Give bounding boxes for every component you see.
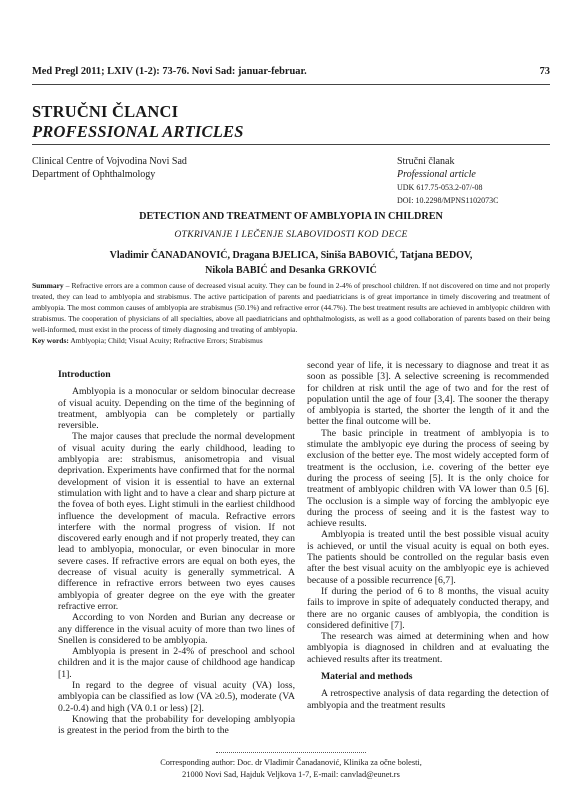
- right-paragraph-2: The basic principle in treatment of amblyopia is to stimulate the amblyopic eye during the process of seeing by exclusion of the better eye. The most widely accepted form of treatment is the occlusion, i.e. covering of the better eye during the process of seeing [5]. It is the only choice for treatment of amblyopic children with VA lower than 0.5 [6]. The occlusion is a simple way of forcing the amblyopic eye during the process of seeing and it is the fastest way to achieve results.: [307, 427, 549, 530]
- methods-paragraph-1: A retrospective analysis of data regarding the detection of amblyopia and the treatment results: [307, 688, 549, 711]
- footnote-rule: [216, 752, 366, 753]
- article-title: DETECTION AND TREATMENT OF AMBLYOPIA IN CHILDREN: [139, 211, 443, 222]
- summary: [32, 281, 550, 346]
- authors-line-2: Nikola BABIĆ and Desanka GRKOVIĆ: [205, 265, 377, 276]
- methods-heading: Material and methods: [321, 671, 413, 683]
- section-title-english: PROFESSIONAL ARTICLES: [32, 122, 244, 141]
- footnote-line-1: Corresponding author: Doc. dr Vladimir Čanadanović, Klinika za očne bolesti,: [160, 758, 422, 767]
- doi: DOI: 10.2298/MPNS1102073C: [397, 196, 499, 205]
- right-paragraph-3: Amblyopia is treated until the best possible visual acuity is achieved, or until the visual acuity is equal on both eyes. The patients should be controlled on the regular basis even after the best visual acuity on the amblyopic eye is achieved because of a possible recurrence [6,7].: [307, 529, 549, 586]
- footnote: [32, 757, 550, 780]
- article-type-serbian: Stručni članak: [397, 156, 455, 167]
- intro-paragraph-6: Knowing that the probability for developing amblyopia is greatest in the period from the birth to the: [58, 713, 295, 737]
- intro-paragraph-4: Amblyopia is present in 2-4% of preschool and school children and it is the major cause of childhood age handicap [1].: [58, 646, 295, 680]
- section-rule: [32, 144, 550, 145]
- article-type-block: [397, 155, 499, 207]
- journal-citation: Med Pregl 2011; LXIV (1-2): 73-76. Novi Sad: januar-februar.: [32, 66, 307, 77]
- left-column: [58, 369, 295, 737]
- section-title-serbian: STRUČNI ČLANCI: [32, 102, 179, 121]
- introduction-heading: Introduction: [58, 369, 111, 380]
- right-column: [307, 360, 549, 711]
- footnote-line-2: 21000 Novi Sad, Hajduk Veljkova 1-7, E-mail: canvlad@eunet.rs: [182, 769, 400, 779]
- article-type-english: Professional article: [397, 169, 476, 180]
- article-subtitle: OTKRIVANJE I LEČENJE SLABOVIDOSTI KOD DECE: [174, 229, 408, 240]
- right-paragraph-1: second year of life, it is necessary to diagnose and treat it as soon as possible [3]. A selective screening is recommended for children at risk until the age of two and for the rest of population until the age of four [3,4]. The sooner the therapy of amblyopia is started, the shorter the length of it and the better the final outcome will be.: [307, 360, 549, 428]
- affiliation-department: Department of Ophthalmology: [32, 169, 156, 180]
- intro-paragraph-3: According to von Norden and Burian any decrease or any difference in the visual acuity of more than two lines of Snellen is considered to be amblyopia.: [58, 612, 295, 646]
- udk-code: UDK 617.75-053.2-07/-08: [397, 183, 483, 192]
- affiliation: [32, 155, 187, 181]
- author-list: [60, 248, 522, 278]
- summary-label: Summary: [32, 281, 64, 290]
- header-rule: [32, 84, 550, 85]
- right-paragraph-4: If during the period of 6 to 8 months, the visual acuity fails to improve in spite of adequately conducted therapy, and there are no organic causes of amblyopia, the condition is considered definitive [7].: [307, 585, 549, 631]
- affiliation-institution: Clinical Centre of Vojvodina Novi Sad: [32, 156, 187, 167]
- intro-paragraph-5: In regard to the degree of visual acuity (VA) loss, amblyopia can be classified as low (VA ≥0.5), moderate (VA 0.2-0.4) and high (VA 0.1 or less) [2].: [58, 680, 295, 714]
- intro-paragraph-1: Amblyopia is a monocular or seldom binocular decrease of visual acuity. Depending on the time of the beginning of treatment, amblyopia can be completely or partially reversible.: [58, 386, 295, 432]
- running-header: [32, 66, 550, 77]
- summary-text: – Refractive errors are a common cause of decreased visual acuity. They can be found in 2-4% of preschool children. If not discovered on time and not properly treated, they can lead to amblyopia and strabismus. The active participation of parents and paediatricians is of great importance in timely discovering and treatment of amblyopia. The most common causes of amblyopia are strabismus (50.1%) and refractive error (44.7%). The best treatment results are achieved in amblyopic children with strabismus. The cooperation of physicians of all specialties, above all paediatricians and ophthalmologists, as well as a good collaboration of parents based on their being well-informed, must exist in the process of timely diagnosing and treating of amblyopia.: [32, 281, 550, 334]
- page-number: 73: [539, 66, 550, 77]
- authors-line-1: Vladimir ČANADANOVIĆ, Dragana BJELICA, Siniša BABOVIĆ, Tatjana BEDOV,: [109, 250, 473, 261]
- keywords-label: Key words:: [32, 335, 69, 345]
- keywords-text: Amblyopia; Child; Visual Acuity; Refractive Errors; Strabismus: [68, 335, 263, 345]
- right-paragraph-5: The research was aimed at determining when and how amblyopia is diagnosed in children and at evaluating the achieved results after its treatment.: [307, 631, 549, 665]
- intro-paragraph-2: The major causes that preclude the normal development of visual acuity during the early childhood, leading to amblyopia are: strabismus, anisometropia and visual deprivation. Experiments have confirmed that for the normal development of vision it is essential to have an external stimulation with light and to have a clear and sharp picture at the fovea of both eyes. Light stimuli in the earliest childhood influence the development of macula. Refractive errors interfere with the normal progress of vision. If not discovered early enough and if not properly treated, they can lead to amblyopia, monocular, or even binocular in more severe cases. If refractive errors are equal on both eyes, the decrease of visual acuity is generally symmetrical. A difference in refractive errors between two eyes causes amblyopia of greater degree on the eye with the greater refractive error.: [58, 431, 296, 612]
